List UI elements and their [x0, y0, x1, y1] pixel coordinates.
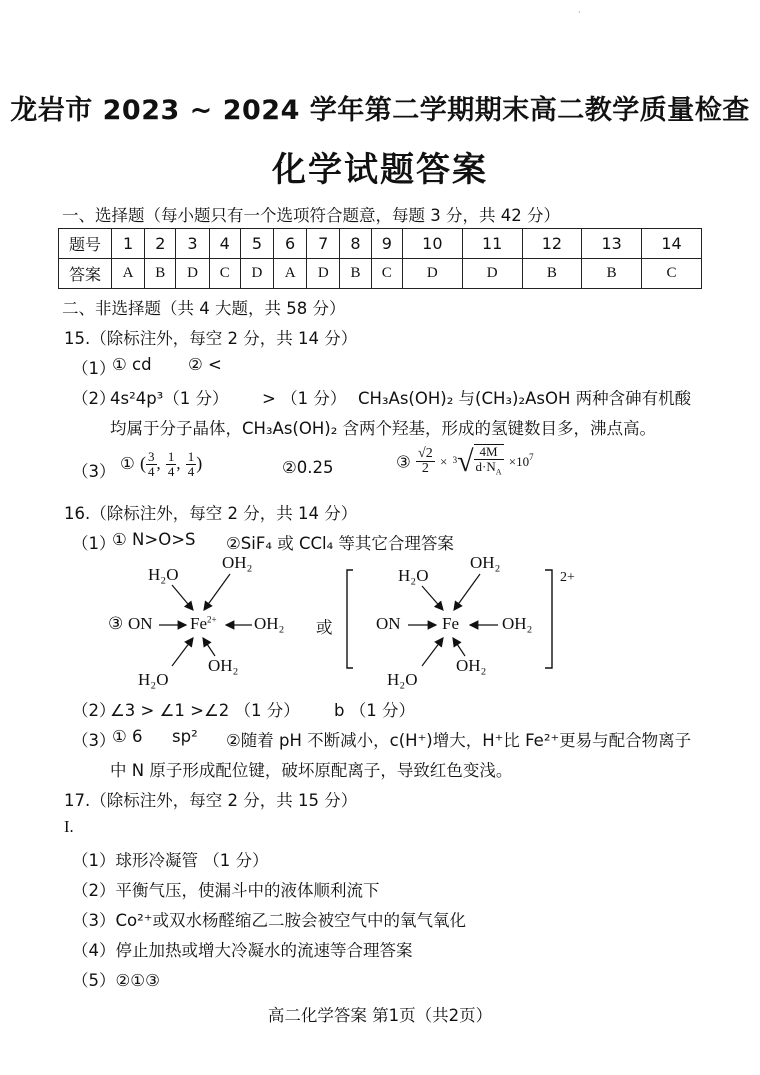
- ligand-h2o: H₂O: [148, 565, 179, 584]
- ligand-oh2: OH₂: [470, 553, 501, 572]
- question-number: 1: [112, 229, 145, 259]
- ligand-oh2: OH₂: [222, 553, 253, 572]
- ligand-oh2: OH₂: [456, 656, 487, 675]
- q16-heading: 16.（除标注外，每空 2 分，共 14 分）: [64, 504, 358, 523]
- q15-part3-answer-c: ③ $\frac{√2}{2}$ × 3√ $\frac{4M}{d\cdot N_A}$ $\times 10^7$: [396, 444, 534, 478]
- q16-part1-label: （1）: [72, 534, 116, 553]
- ligand-on: ON: [376, 614, 401, 633]
- question-number: 8: [340, 229, 371, 259]
- section2-heading: 二、非选择题（共 4 大题，共 58 分）: [62, 299, 346, 318]
- question-number: 10: [402, 229, 462, 259]
- answer-table-question-row: [59, 229, 702, 259]
- question-row-label: 题号: [59, 229, 112, 259]
- ligand-on: ON: [128, 614, 153, 633]
- q16-part2-answer-b: b （1 分）: [334, 701, 415, 720]
- document-subtitle: 化学试题答案: [272, 150, 488, 190]
- question-number: 12: [522, 229, 582, 259]
- fraction: $\frac{4M}{d\cdot N_A}$: [474, 444, 504, 480]
- q17-item: （1）球形冷凝管 （1 分）: [72, 851, 269, 870]
- q15-part1-answer-b: ② <: [188, 355, 222, 374]
- q16-part3-answer-a: ① 6: [112, 727, 143, 746]
- answer-table-answer-row: [59, 259, 702, 289]
- center-fe: $Fe^{2+}$: [190, 614, 217, 633]
- question-number: 3: [176, 229, 209, 259]
- q16-part3-answer-c-line1: ②随着 pH 不断减小，c(H⁺)增大，H⁺比 Fe²⁺更易与配合物离子: [226, 731, 692, 750]
- question-number: 5: [240, 229, 273, 259]
- ligand-h2o: H₂O: [387, 670, 418, 689]
- q15-part3-label: （3）: [72, 462, 116, 481]
- answer-cell: C: [371, 259, 402, 289]
- answer-cell: C: [642, 259, 702, 289]
- fraction: $\frac{3}{4}$: [148, 449, 155, 479]
- answer-table: [58, 228, 702, 289]
- ligand-oh2: OH₂: [208, 656, 239, 675]
- answer-cell: A: [112, 259, 145, 289]
- q15-part1-answer-a: ① cd: [112, 355, 152, 374]
- question-number: 9: [371, 229, 402, 259]
- or-label: 或: [316, 618, 333, 637]
- circle-3-marker: ③: [108, 614, 124, 633]
- answer-row-label: 答案: [59, 259, 112, 289]
- question-number: 2: [145, 229, 176, 259]
- q16-part3-label: （3）: [72, 731, 116, 750]
- q17-item: （4）停止加热或增大冷凝水的流速等合理答案: [72, 941, 413, 960]
- q15-part2-label: （2）: [72, 389, 116, 408]
- answer-cell: D: [402, 259, 462, 289]
- ligand-h2o: H₂O: [138, 670, 169, 689]
- answer-cell: D: [307, 259, 340, 289]
- question-number: 11: [462, 229, 522, 259]
- fraction: $\frac{1}{4}$: [187, 449, 195, 479]
- answer-cell: C: [209, 259, 240, 289]
- circle-1-marker: ①: [120, 454, 135, 473]
- q15-part2-answer-c-line1: CH₃As(OH)₂ 与(CH₃)₂AsOH 两种含砷有机酸: [358, 389, 692, 408]
- question-number: 14: [642, 229, 702, 259]
- center-fe: Fe: [442, 614, 459, 633]
- section1-heading: 一、选择题（每小题只有一个选项符合题意，每题 3 分，共 42 分）: [62, 206, 560, 225]
- q15-heading: 15.（除标注外，每空 2 分，共 14 分）: [64, 329, 358, 348]
- q17-item: （2）平衡气压，使漏斗中的液体顺利流下: [72, 881, 380, 900]
- q15-part3-answer-a: ① ( $\frac{3}{4}$ , $\frac{1}{4}$ , $\frac{1}{4}$ ): [120, 449, 203, 479]
- q17-item: （3）Co²⁺或双水杨醛缩乙二胺会被空气中的氧气氧化: [72, 911, 466, 930]
- answer-cell: B: [340, 259, 371, 289]
- answer-cell: D: [462, 259, 522, 289]
- question-number: 6: [274, 229, 307, 259]
- answer-cell: B: [522, 259, 582, 289]
- q16-part1-answer-b: ②SiF₄ 或 CCl₄ 等其它合理答案: [226, 534, 454, 553]
- question-number: 13: [582, 229, 642, 259]
- q16-part2-answer-a: ∠3 > ∠1 >∠2 （1 分）: [110, 701, 300, 720]
- page-footer: 高二化学答案 第1页（共2页）: [267, 1006, 493, 1025]
- answer-cell: B: [582, 259, 642, 289]
- answer-cell: D: [176, 259, 209, 289]
- ligand-h2o: H₂O: [398, 566, 429, 585]
- q16-part2-label: （2）: [72, 701, 116, 720]
- document-title: 龙岩市 2023 ~ 2024 学年第二学期期末高二教学质量检查: [10, 95, 750, 126]
- answer-cell: D: [240, 259, 273, 289]
- bracket-charge: 2+: [560, 570, 575, 585]
- question-number: 4: [209, 229, 240, 259]
- fraction: $\frac{√2}{2}$: [418, 446, 433, 477]
- q16-part3-answer-b: sp²: [172, 727, 198, 746]
- q16-part3-answer-c-line2: 中 N 原子形成配位键，破坏原配离子，导致红色变浅。: [110, 761, 513, 780]
- coordination-arrows: [350, 560, 550, 680]
- coordination-arrows: [100, 560, 300, 680]
- answer-cell: A: [274, 259, 307, 289]
- q15-part1-label: （1）: [72, 359, 116, 378]
- q16-part1-answer-a: ① N>O>S: [112, 530, 196, 549]
- q15-part2-answer-a: 4s²4p³（1 分）: [110, 389, 229, 408]
- q17-heading: 17.（除标注外，每空 2 分，共 15 分）: [64, 791, 358, 810]
- q15-part2-answer-b: > （1 分）: [262, 389, 347, 408]
- fraction: $\frac{1}{4}$: [167, 449, 175, 479]
- q17-item: （5）②①③: [72, 971, 160, 990]
- ligand-oh2: OH₂: [254, 614, 285, 633]
- question-number: 7: [307, 229, 340, 259]
- q15-part3-answer-b: ②0.25: [282, 458, 334, 477]
- q17-part-label: I.: [64, 817, 74, 836]
- page-dot: ·: [578, 8, 581, 17]
- q15-part2-answer-c-line2: 均属于分子晶体，CH₃As(OH)₂ 含两个羟基，形成的氢键数目多，沸点高。: [110, 419, 657, 438]
- ligand-oh2: OH₂: [502, 614, 533, 633]
- answer-cell: B: [145, 259, 176, 289]
